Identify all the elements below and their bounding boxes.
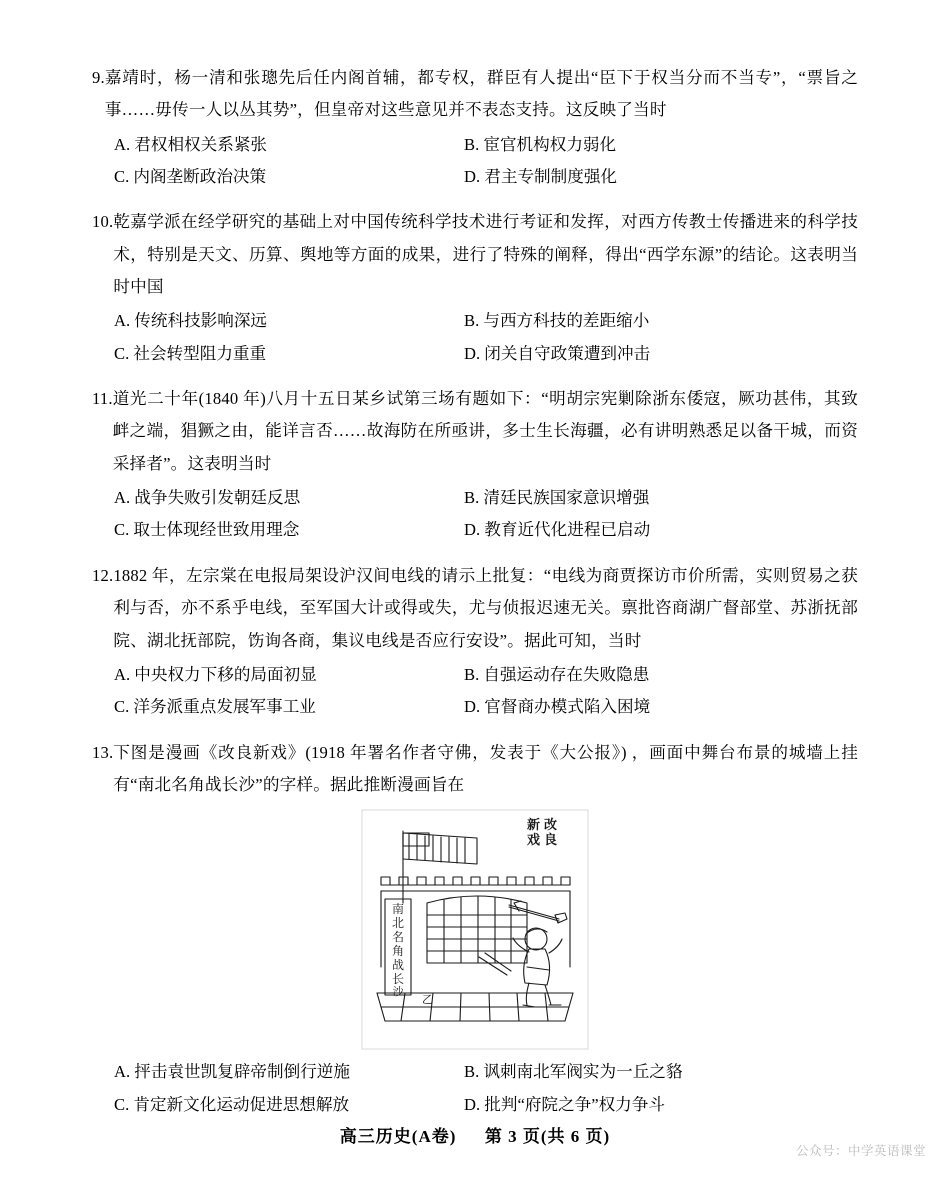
footer-subject: 高三历史(A卷) (339, 1127, 457, 1146)
question-13-text: 下图是漫画《改良新戏》(1918 年署名作者守佛，发表于《大公报》) ，画面中舞台布景的城墙上挂有“南北名角战长沙”的字样。据此推断漫画旨在 (113, 742, 858, 794)
option-row (92, 659, 858, 691)
question-9-text: 嘉靖时，杨一清和张璁先后任内阁首辅，都专权，群臣有人提出“臣下于权当分而不当专”，“票旨之事……毋传一人以丛其势”，但皇帝对这些意见并不表态支持。这反映了当时 (104, 68, 858, 120)
option-row (92, 129, 858, 161)
option-a[interactable]: A. 战争失败引发朝廷反思 (114, 488, 301, 508)
option-row (92, 338, 858, 370)
option-a[interactable]: A. 传统科技影响深远 (114, 311, 268, 331)
question-12-options (92, 659, 858, 724)
option-d[interactable]: D. 君主专制制度强化 (464, 167, 618, 187)
svg-text:乙: 乙 (422, 994, 433, 1007)
svg-text:名: 名 (391, 930, 405, 945)
question-10-text: 乾嘉学派在经学研究的基础上对中国传统科学技术进行考证和发挥，对西方传教士传播进来的科学技术，特别是天文、历算、舆地等方面的成果，进行了特殊的阐释，得出“西学东源”的结论。这表明当时中国 (113, 212, 858, 297)
option-a[interactable]: A. 君权相权关系紧张 (114, 134, 268, 154)
option-row (92, 305, 858, 337)
option-b[interactable]: B. 讽刺南北军阀实为一丘之貉 (464, 1062, 683, 1082)
svg-text:战: 战 (391, 958, 405, 973)
question-13-options (92, 1056, 858, 1121)
figure-container (92, 807, 858, 1052)
question-13 (92, 737, 858, 1121)
question-10-number: 10. (92, 212, 114, 232)
svg-text:良: 良 (544, 832, 558, 848)
question-10-options (92, 305, 858, 370)
option-row (92, 1056, 858, 1088)
question-9-number: 9. (92, 68, 105, 87)
option-row (92, 514, 858, 546)
option-row (92, 482, 858, 514)
option-d[interactable]: D. 教育近代化进程已启动 (464, 520, 651, 540)
option-b[interactable]: B. 清廷民族国家意识增强 (464, 488, 650, 508)
question-9-options (92, 129, 858, 194)
option-c[interactable]: C. 肯定新文化运动促进思想解放 (114, 1094, 350, 1114)
option-b[interactable]: B. 自强运动存在失败隐患 (464, 664, 650, 684)
question-12-body (92, 560, 858, 657)
option-a[interactable]: A. 中央权力下移的局面初显 (114, 664, 317, 684)
svg-text:南: 南 (391, 902, 405, 917)
option-c[interactable]: C. 社会转型阻力重重 (114, 343, 267, 363)
svg-text:沙: 沙 (392, 986, 404, 999)
option-c[interactable]: C. 内阁垄断政治决策 (114, 167, 267, 187)
footer-page-number: 第 3 页(共 6 页) (484, 1127, 611, 1146)
question-11-text: 道光二十年(1840 年)八月十五日某乡试第三场有题如下：“明胡宗宪剿除浙东倭寇，厥功甚伟，其致衅之端，猖獗之由，能详言否……故海防在所亟讲，多士生长海疆，必有讲明熟悉足以备干城，而资采择者”。这表明当时 (112, 389, 858, 473)
question-11-options (92, 482, 858, 547)
question-11-number: 11. (92, 389, 113, 409)
question-10-body (92, 206, 858, 303)
svg-text:新: 新 (527, 817, 541, 833)
question-9-body (92, 62, 858, 127)
watermark: 公众号：中学英语课堂 (795, 1144, 926, 1158)
option-row (92, 1089, 858, 1121)
option-row (92, 691, 858, 723)
question-11-body (92, 383, 858, 480)
option-row (92, 161, 858, 193)
option-b[interactable]: B. 宦官机构权力弱化 (464, 134, 617, 154)
cartoon-improved-new-opera (359, 807, 591, 1052)
question-12-number: 12. (92, 565, 114, 585)
option-c[interactable]: C. 取士体现经世致用理念 (114, 520, 300, 540)
svg-text:角: 角 (391, 944, 405, 959)
question-13-body (92, 737, 858, 802)
option-d[interactable]: D. 闭关自守政策遭到冲击 (464, 343, 651, 363)
svg-text:长: 长 (391, 972, 405, 987)
option-a[interactable]: A. 抨击袁世凯复辟帝制倒行逆施 (114, 1062, 350, 1082)
option-c[interactable]: C. 洋务派重点发展军事工业 (114, 697, 316, 717)
question-12-text: 1882 年，左宗棠在电报局架设沪汉间电线的请示上批复：“电线为商贾探访市价所需，实则贸易之获利与否，亦不系乎电线，至军国大计或得或失，尤与侦报迟速无关。禀批咨商湖广督部堂、苏浙抚部院、湖北抚部院，饬询各商，集议电线是否应行安设”。据此可知，当时 (113, 565, 858, 650)
question-12 (92, 560, 858, 724)
svg-text:改: 改 (544, 817, 558, 833)
option-d[interactable]: D. 批判“府院之争”权力争斗 (464, 1094, 665, 1114)
option-d[interactable]: D. 官督商办模式陷入困境 (464, 697, 651, 717)
option-b[interactable]: B. 与西方科技的差距缩小 (464, 311, 650, 331)
question-10 (92, 206, 858, 370)
svg-text:北: 北 (391, 916, 405, 931)
question-9 (92, 62, 858, 193)
question-11 (92, 383, 858, 547)
svg-text:戏: 戏 (527, 832, 541, 848)
question-13-number: 13. (92, 742, 114, 762)
